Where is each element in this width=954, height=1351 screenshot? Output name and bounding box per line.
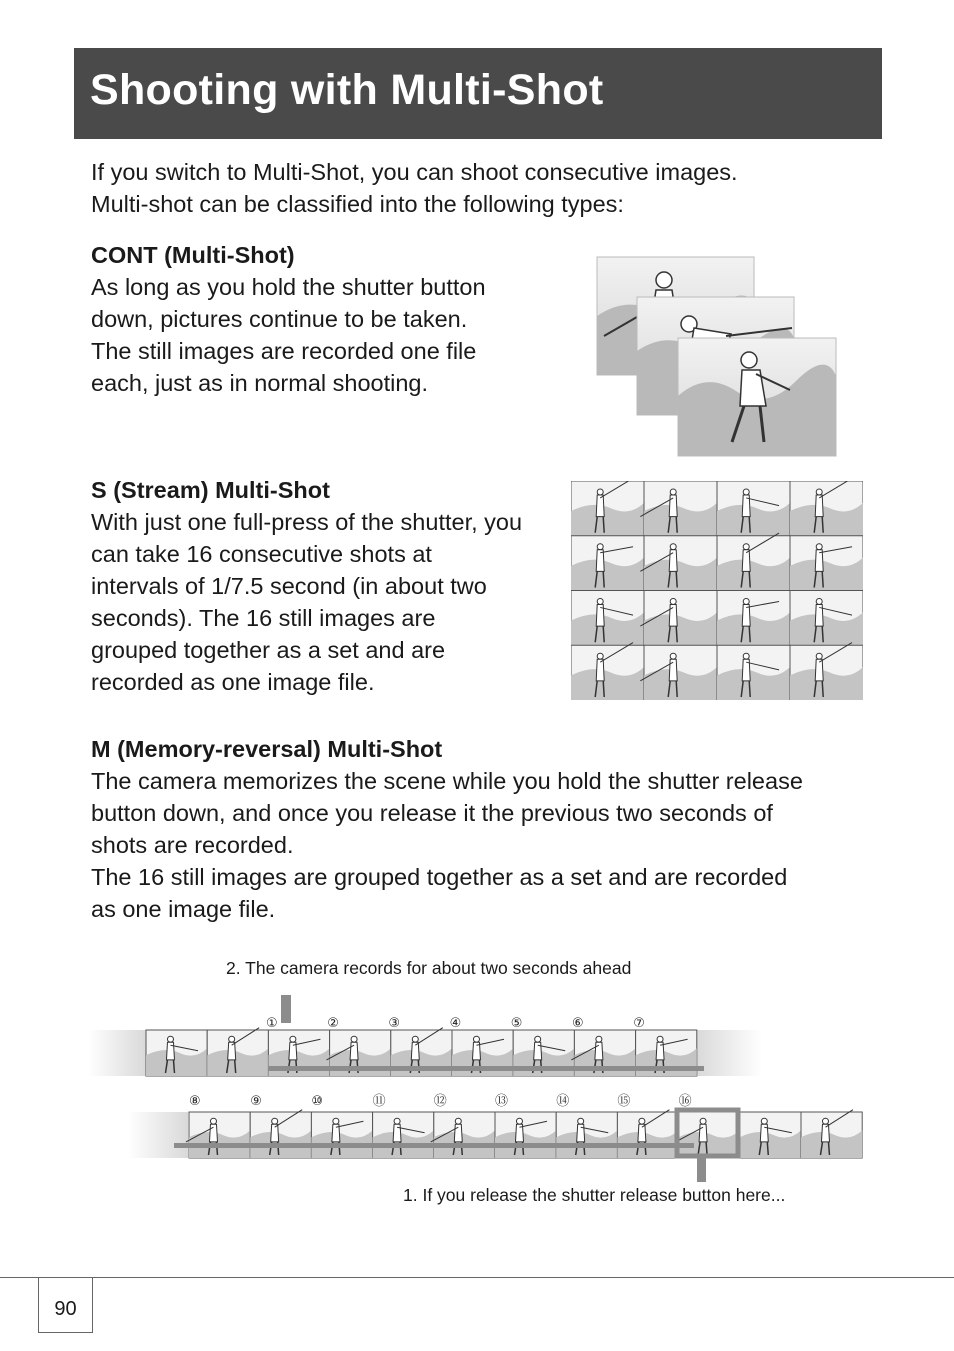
page-number: 90 [38, 1277, 93, 1333]
thumbnail-frame [250, 1110, 311, 1158]
recorded-bar-1 [268, 1066, 704, 1071]
frame-number: ⑭ [556, 1094, 570, 1109]
thumbnail-frame [640, 481, 717, 536]
frame-number: ⑨ [250, 1094, 262, 1109]
memory-line: The 16 still images are grouped together as a set and are recorded [91, 864, 788, 890]
photo-3 [678, 338, 836, 456]
stream-section [91, 474, 522, 698]
start-marker [281, 995, 291, 1023]
thumbnail-frame [790, 481, 863, 536]
thumbnail-frame [571, 591, 644, 646]
thumbnail-frame [571, 643, 644, 700]
frame-number: ⑦ [633, 1016, 645, 1031]
memory-line: button down, and once you release it the previous two seconds of [91, 800, 773, 826]
cont-section [91, 239, 486, 399]
thumbnail-frame [311, 1112, 372, 1158]
stream-line: can take 16 consecutive shots at [91, 541, 432, 567]
frame-number: ④ [449, 1016, 462, 1031]
recorded-bar-2 [174, 1143, 694, 1148]
strip-fade-left [88, 1030, 146, 1076]
thumbnail-frame [717, 591, 790, 646]
page-title: Shooting with Multi-Shot [90, 66, 604, 114]
thumbnail-frame [717, 533, 790, 590]
frame-numbers-row-2 [189, 1094, 692, 1109]
intro-line: If you switch to Multi-Shot, you can shoot consecutive images. [91, 159, 738, 185]
film-strip-row-2 [186, 1110, 862, 1158]
frame-number: ⑮ [617, 1094, 631, 1109]
stream-line: With just one full-press of the shutter, you [91, 509, 523, 535]
stream-line: grouped together as a set and are [91, 637, 446, 663]
intro-line: Multi-shot can be classified into the following types: [91, 191, 624, 217]
thumbnail-frame [640, 536, 717, 591]
frame-number: ⑯ [678, 1094, 692, 1109]
diagram-caption-bottom: 1. If you release the shutter release button here... [403, 1185, 786, 1205]
frame-number: ⑧ [189, 1094, 201, 1109]
footer-rule [0, 1277, 954, 1278]
frame-number: ⑫ [433, 1094, 447, 1109]
cont-line: As long as you hold the shutter button [91, 274, 486, 300]
thumbnail-frame [556, 1112, 617, 1158]
cont-line: each, just as in normal shooting. [91, 370, 429, 396]
diagram-caption-top: 2. The camera records for about two seconds ahead [226, 958, 632, 978]
stream-heading: S (Stream) Multi-Shot [91, 477, 330, 503]
thumbnail-frame [676, 1112, 740, 1158]
memory-line: shots are recorded. [91, 832, 294, 858]
frame-number: ⑬ [495, 1094, 509, 1109]
release-marker [697, 1156, 706, 1182]
memory-heading: M (Memory-reversal) Multi-Shot [91, 736, 443, 762]
frame-numbers-row-1 [266, 1016, 645, 1031]
thumbnail-frame [617, 1110, 678, 1158]
cont-line: down, pictures continue to be taken. [91, 306, 468, 332]
thumbnail-frame [373, 1112, 434, 1158]
frame-number: ② [327, 1016, 339, 1031]
thumbnail-frame [431, 1112, 495, 1158]
frame-number: ⑪ [372, 1094, 386, 1109]
thumbnail-frame [640, 591, 717, 646]
frame-number: ⑩ [311, 1094, 324, 1109]
cont-line: The still images are recorded one file [91, 338, 477, 364]
thumbnail-frame [571, 536, 644, 591]
frame-number: ① [266, 1016, 278, 1031]
thumbnail-frame [146, 1030, 207, 1076]
thumbnail-frame [717, 645, 790, 700]
thumbnail-frame [640, 645, 717, 700]
frame-number: ⑥ [572, 1016, 584, 1031]
memory-line: The camera memorizes the scene while you hold the shutter release [91, 768, 803, 794]
stream-illustration [571, 481, 863, 700]
frame-number: ⑤ [510, 1016, 523, 1031]
thumbnail-frame [717, 481, 790, 536]
thumbnail-frame [790, 536, 863, 591]
memory-section [91, 733, 803, 925]
memory-line: as one image file. [91, 896, 276, 922]
thumbnail-frame [790, 591, 863, 646]
cont-illustration [596, 256, 838, 458]
thumbnail-frame [740, 1112, 801, 1158]
frame-number: ③ [388, 1016, 401, 1031]
title-bar [74, 48, 882, 139]
thumbnail-frame [495, 1112, 556, 1158]
thumbnail-frame [186, 1112, 250, 1158]
stream-line: intervals of 1/7.5 second (in about two [91, 573, 487, 599]
strip-fade-left-2 [128, 1112, 188, 1158]
stream-line: recorded as one image file. [91, 669, 375, 695]
cont-heading: CONT (Multi-Shot) [91, 242, 295, 268]
thumbnail-frame [571, 481, 644, 536]
stream-line: seconds). The 16 still images are [91, 605, 436, 631]
memory-reversal-diagram [84, 990, 874, 1190]
strip-fade-right [696, 1030, 762, 1076]
thumbnail-frame [801, 1110, 862, 1158]
thumbnail-frame [790, 643, 863, 700]
intro-paragraph [91, 156, 738, 220]
thumbnail-frame [207, 1028, 268, 1076]
